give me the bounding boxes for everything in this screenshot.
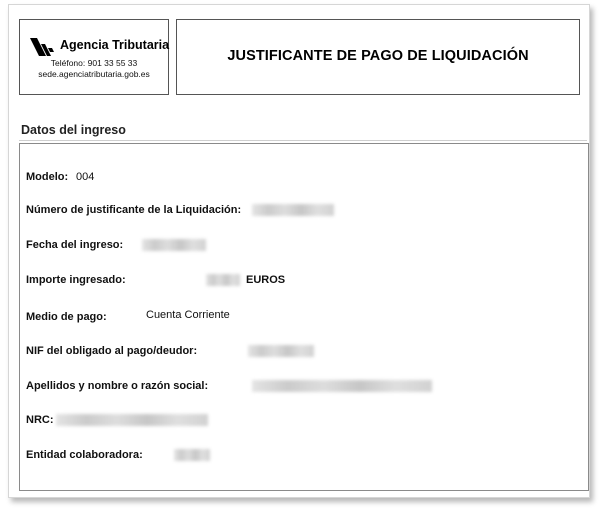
nrc-label: NRC: xyxy=(26,414,54,426)
medio-pago-value: Cuenta Corriente xyxy=(146,309,230,321)
modelo-label: Modelo: xyxy=(26,171,69,183)
importe-redacted xyxy=(206,274,240,286)
fecha-ingreso-label: Fecha del ingreso: xyxy=(26,239,124,251)
fecha-ingreso-redacted xyxy=(142,239,206,251)
document-title: JUSTIFICANTE DE PAGO DE LIQUIDACIÓN xyxy=(227,48,529,64)
nrc-redacted xyxy=(56,414,208,426)
medio-pago-label: Medio de pago: xyxy=(26,311,107,323)
agency-phone: Teléfono: 901 33 55 33 xyxy=(50,58,138,68)
entidad-label: Entidad colaboradora: xyxy=(26,449,143,461)
section-divider xyxy=(19,140,587,141)
agencia-tributaria-logo-icon xyxy=(30,38,54,56)
payment-data-box xyxy=(19,143,589,491)
modelo-value: 004 xyxy=(76,171,95,183)
section-title: Datos del ingreso xyxy=(21,123,126,137)
entidad-redacted xyxy=(174,449,210,461)
agency-header-box xyxy=(19,19,169,95)
document-title-box xyxy=(176,19,580,95)
numero-justificante-label: Número de justificante de la Liquidación: xyxy=(26,204,242,216)
importe-label: Importe ingresado: xyxy=(26,274,126,286)
agency-website: sede.agenciatributaria.gob.es xyxy=(38,69,150,79)
nif-redacted xyxy=(248,345,314,357)
agency-name: Agencia Tributaria xyxy=(60,38,170,52)
numero-justificante-redacted xyxy=(252,204,334,216)
apellidos-label: Apellidos y nombre o razón social: xyxy=(26,380,209,392)
nif-label: NIF del obligado al pago/deudor: xyxy=(26,345,198,357)
importe-unit: EUROS xyxy=(246,274,286,286)
apellidos-redacted xyxy=(252,380,432,392)
payment-receipt-document xyxy=(8,4,590,498)
